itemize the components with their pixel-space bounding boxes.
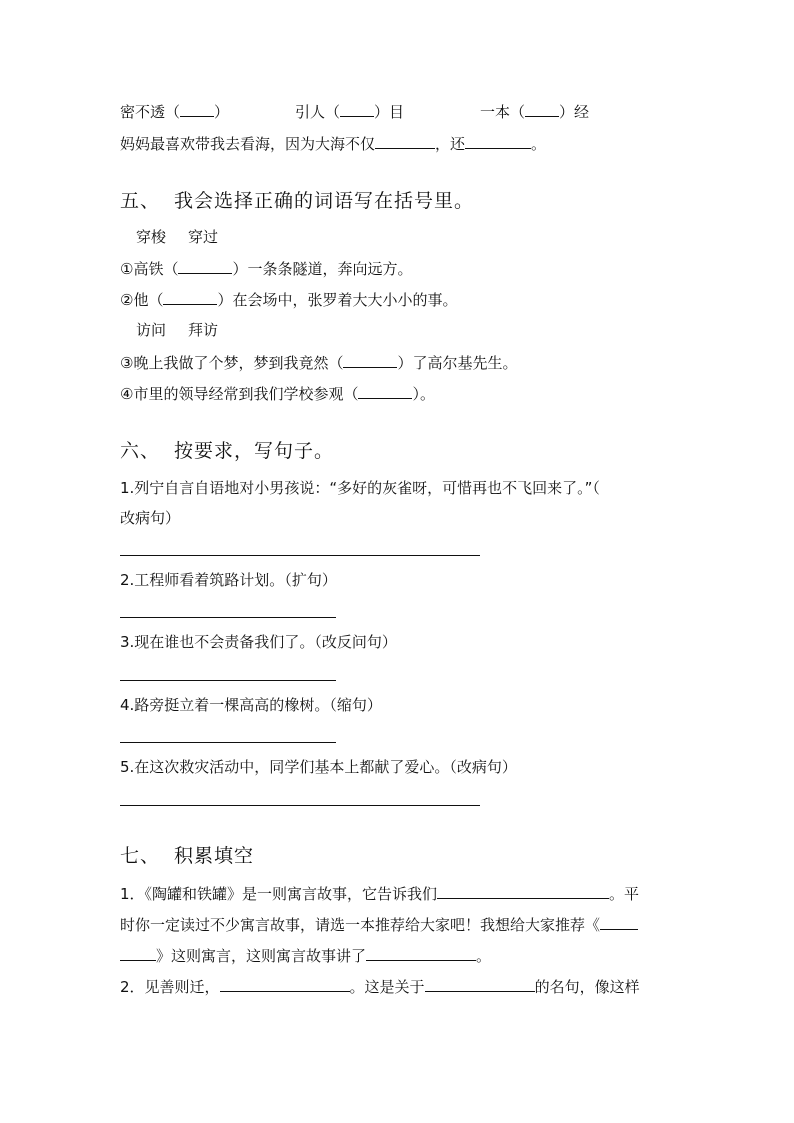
- fill-q2-blank-quote[interactable]: [220, 976, 350, 992]
- word-option: 穿梭: [136, 228, 167, 246]
- section-6-number: 六、: [120, 440, 161, 462]
- rewrite-q5: 5.在这次救灾活动中，同学们基本上都献了爱心。（改病句）: [120, 758, 517, 776]
- word-option: 访问: [136, 321, 167, 339]
- idiom-3-suffix: ）经: [559, 103, 590, 121]
- fill-q1-text-d: 》这则寓言，这则寓言故事讲了: [156, 947, 367, 965]
- fill-q1-blank-title-start[interactable]: [600, 914, 638, 930]
- idiom-2-blank[interactable]: [340, 101, 374, 117]
- fill-q1-text-c: 时你一定读过不少寓言故事，请选一本推荐给大家吧！我想给大家推荐《: [120, 916, 601, 934]
- choice-q3-blank[interactable]: [343, 352, 397, 368]
- idiom-1: [120, 101, 229, 122]
- sea-sentence-part-c: 。: [531, 135, 547, 153]
- fill-q2-text-b: 。这是关于: [349, 978, 425, 996]
- idiom-1-prefix: 密不透（: [120, 103, 181, 121]
- choice-q1-prefix: ①高铁（: [120, 260, 179, 278]
- choice-q3: [120, 352, 517, 373]
- sea-blank-2[interactable]: [465, 133, 531, 149]
- rewrite-q4: 4.路旁挺立着一棵高高的橡树。（缩句）: [120, 696, 382, 714]
- choice-q2-prefix: ②他（: [120, 291, 164, 309]
- sea-blank-1[interactable]: [375, 133, 435, 149]
- word-option: 拜访: [188, 321, 219, 339]
- fill-q1-text-e: 。: [476, 947, 492, 965]
- idiom-2-suffix: ）目: [374, 103, 405, 121]
- fill-q1-line3: [120, 945, 491, 966]
- idiom-3-prefix: 一本（: [480, 103, 526, 121]
- choice-q1-blank[interactable]: [178, 258, 232, 274]
- idiom-3: [480, 101, 589, 122]
- choice-q4-prefix: ④市里的领导经常到我们学校参观（: [120, 385, 359, 403]
- fill-q1-line1: [120, 883, 639, 904]
- section-6-heading: [120, 438, 334, 464]
- rewrite-q1-line1: 1.列宁自言自语地对小男孩说：“多好的灰雀呀，可惜再也不飞回来了。”（: [120, 479, 600, 497]
- rewrite-q2-answer-line[interactable]: [120, 617, 336, 618]
- section-7-title: 积累填空: [174, 845, 255, 867]
- idiom-row: [120, 101, 590, 122]
- choice-q3-suffix: ）了高尔基先生。: [397, 354, 518, 372]
- rewrite-q5-answer-line[interactable]: [120, 805, 480, 806]
- fill-q2-line1: [120, 976, 640, 997]
- section-5-title: 我会选择正确的词语写在括号里。: [174, 190, 475, 212]
- fill-q2-text-a: 2．见善则迁，: [120, 978, 220, 996]
- section-5-number: 五、: [120, 190, 161, 212]
- rewrite-q1-answer-line[interactable]: [120, 555, 480, 556]
- rewrite-q2: 2.工程师看着筑路计划。（扩句）: [120, 571, 337, 589]
- word-pair-2: [136, 320, 218, 340]
- choice-q4: [120, 383, 435, 404]
- idiom-1-blank[interactable]: [180, 101, 214, 117]
- fill-q1-blank-title-end[interactable]: [120, 945, 156, 961]
- idiom-2-prefix: 引人（: [295, 103, 341, 121]
- fill-q1-line2: [120, 914, 638, 935]
- section-7-number: 七、: [120, 845, 161, 867]
- fill-q1-blank-story[interactable]: [366, 945, 476, 961]
- section-5-heading: [120, 188, 474, 214]
- fill-q1-text-b: 。平: [609, 885, 640, 903]
- idiom-1-suffix: ）: [214, 103, 230, 121]
- rewrite-q4-answer-line[interactable]: [120, 742, 336, 743]
- choice-q1: [120, 258, 412, 279]
- sea-sentence: [120, 133, 546, 154]
- choice-q2-blank[interactable]: [163, 289, 217, 305]
- choice-q4-blank[interactable]: [358, 383, 412, 399]
- idiom-2: [295, 101, 404, 122]
- fill-q2-text-c: 的名句，像这样: [534, 978, 640, 996]
- rewrite-q1-line2: 改病句）: [120, 509, 181, 527]
- fill-q1-blank-lesson[interactable]: [437, 883, 609, 899]
- word-pair-1: [136, 227, 218, 247]
- rewrite-q3: 3.现在谁也不会责备我们了。（改反问句）: [120, 633, 397, 651]
- section-6-title: 按要求，写句子。: [174, 440, 335, 462]
- fill-q1-text-a: 1．《陶罐和铁罐》是一则寓言故事，它告诉我们: [120, 885, 438, 903]
- sea-sentence-part-a: 妈妈最喜欢带我去看海，因为大海不仅: [120, 135, 376, 153]
- idiom-3-blank[interactable]: [525, 101, 559, 117]
- rewrite-q3-answer-line[interactable]: [120, 680, 336, 681]
- fill-q2-blank-topic[interactable]: [425, 976, 535, 992]
- word-option: 穿过: [188, 228, 219, 246]
- sea-sentence-part-b: ，还: [435, 135, 466, 153]
- choice-q2: [120, 289, 457, 310]
- choice-q2-suffix: ）在会场中，张罗着大大小小的事。: [217, 291, 458, 309]
- choice-q3-prefix: ③晚上我做了个梦，梦到我竟然（: [120, 354, 344, 372]
- section-7-heading: [120, 843, 254, 869]
- choice-q1-suffix: ）一条条隧道，奔向远方。: [232, 260, 413, 278]
- choice-q4-suffix: ）。: [412, 385, 435, 403]
